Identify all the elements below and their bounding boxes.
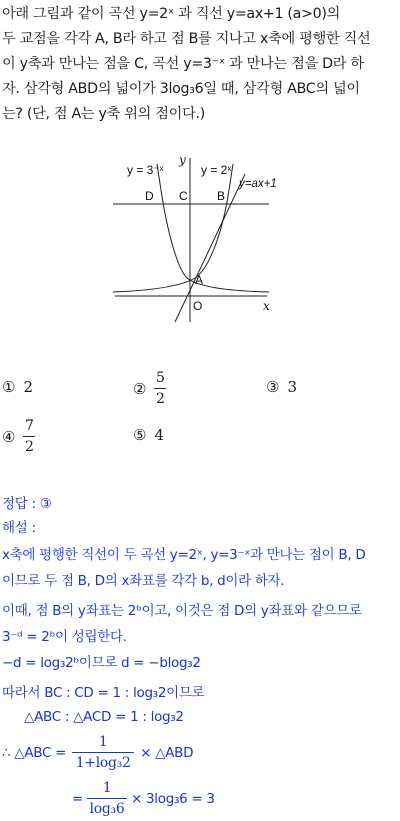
- solution-line-9-suffix: × 3log₃6 = 3: [131, 790, 215, 807]
- choice-5-number: ⑤: [133, 426, 147, 444]
- label-y-axis: y: [179, 153, 186, 167]
- solution-line-8-numerator: 1: [98, 734, 108, 750]
- solution-heading: 해설 :: [2, 520, 36, 536]
- solution-line-9: [72, 780, 392, 817]
- choice-2-denominator: 2: [155, 391, 165, 407]
- question-line-3: 이 y축과 만나는 점을 C, 곡선 y=3⁻ˣ 과 만나는 점을 D라 하: [2, 56, 364, 72]
- choice-4-denominator: 2: [24, 439, 34, 455]
- choice-4-fraction: [23, 418, 35, 455]
- solution-line-9-numerator: 1: [102, 780, 112, 796]
- label-point-d: D: [145, 189, 154, 203]
- choice-3-number: ③: [266, 378, 280, 396]
- solution-line-7: △ABC : △ACD = 1 : log₃2: [24, 709, 184, 725]
- solution-line-9-fraction: [87, 780, 127, 817]
- solution-line-8: [2, 734, 398, 771]
- question-line-5: 는? (단, 점 A는 y축 위의 점이다.): [2, 106, 205, 122]
- label-point-b: B: [217, 189, 226, 203]
- label-curve-2-x: y = 2ˣ: [201, 163, 232, 177]
- fraction-bar: [72, 752, 134, 753]
- question-line-1: 아래 그림과 같이 곡선 y=2ˣ 과 직선 y=ax+1 (a>0)의: [2, 6, 341, 22]
- label-curve-3-neg-x: y = 3⁻ˣ: [127, 163, 164, 177]
- choice-5-value: 4: [154, 426, 164, 444]
- solution-line-3: 이때, 점 B의 y좌표는 2ᵇ이고, 이것은 점 D의 y좌표와 같으므로: [2, 603, 362, 619]
- curve-2-pow-x: [113, 164, 233, 292]
- choice-5[interactable]: [133, 426, 164, 444]
- solution-line-8-denominator: 1+log₃2: [75, 755, 131, 771]
- solution-line-2: 이므로 두 점 B, D의 x좌표를 각각 b, d이라 하자.: [2, 573, 285, 589]
- question-text: [2, 2, 398, 127]
- choice-1-number: ①: [2, 378, 16, 396]
- solution-line-4: 3⁻ᵈ = 2ᵇ이 성립한다.: [2, 629, 127, 645]
- label-point-a: A: [195, 273, 204, 287]
- choice-1[interactable]: [2, 378, 33, 396]
- label-origin: O: [193, 299, 203, 313]
- choice-4-number: ④: [2, 427, 16, 446]
- choice-4-numerator: 7: [24, 418, 34, 434]
- solution-line-5: −d = log₃2ᵇ이므로 d = −blog₃2: [2, 655, 201, 671]
- question-line-4: 자. 삼각형 ABD의 넓이가 3log₃6일 때, 삼각형 ABC의 넓이: [2, 81, 360, 97]
- solution-line-1: x축에 평행한 직선이 두 곡선 y=2ˣ, y=3⁻ˣ과 만나는 점이 B, D: [2, 547, 366, 563]
- question-line-2: 두 교점을 각각 A, B라 하고 점 B를 지나고 x축에 평행한 직선: [2, 31, 371, 47]
- solution-line-9-prefix: =: [72, 790, 84, 807]
- solution-line-8-suffix: × △ABD: [140, 744, 194, 761]
- choice-3[interactable]: [266, 378, 297, 396]
- choice-2-fraction: [154, 370, 166, 407]
- solution-line-9-denominator: log₃6: [89, 801, 125, 817]
- solution-line-6: 따라서 BC : CD = 1 : log₃2이므로: [2, 685, 205, 701]
- function-graph: [105, 150, 285, 330]
- label-x-axis: x: [263, 299, 270, 313]
- label-point-c: C: [179, 189, 188, 203]
- fraction-bar: [87, 798, 127, 799]
- choice-1-value: 2: [23, 378, 33, 396]
- label-line: y=ax+1: [239, 178, 277, 190]
- fraction-bar: [23, 436, 35, 437]
- fraction-bar: [154, 388, 166, 389]
- solution-line-8-prefix: ∴ △ABC =: [2, 744, 67, 761]
- answer-line: 정답 : ③: [2, 496, 52, 512]
- choice-2-number: ②: [133, 379, 147, 398]
- choice-2[interactable]: [133, 370, 166, 407]
- choice-2-numerator: 5: [155, 370, 165, 386]
- choice-4[interactable]: [2, 418, 35, 455]
- solution-line-8-fraction: [72, 734, 134, 771]
- choice-3-value: 3: [287, 378, 297, 396]
